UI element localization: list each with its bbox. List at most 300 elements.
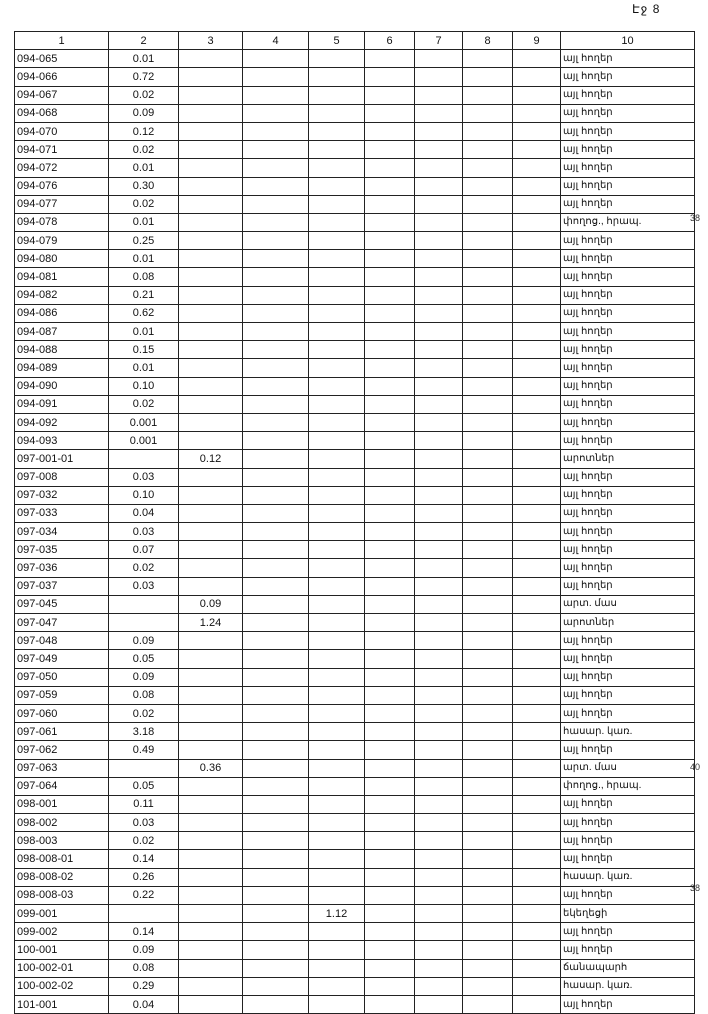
cell-col-9 <box>513 450 561 468</box>
cell-col-7 <box>415 650 463 668</box>
cell-col-9 <box>513 577 561 595</box>
cell-col-8 <box>463 413 513 431</box>
cell-col-9 <box>513 395 561 413</box>
cell-col-2: 0.01 <box>109 159 179 177</box>
cell-col-5 <box>309 595 365 613</box>
cell-col-1: 097-047 <box>15 614 109 632</box>
cell-col-3 <box>179 268 243 286</box>
cell-col-8 <box>463 977 513 995</box>
cell-col-6 <box>365 377 415 395</box>
cell-col-7 <box>415 286 463 304</box>
cell-col-2: 0.30 <box>109 177 179 195</box>
cell-col-4 <box>243 377 309 395</box>
cell-col-8 <box>463 614 513 632</box>
cell-col-6 <box>365 923 415 941</box>
cell-col-8 <box>463 668 513 686</box>
table-row <box>15 159 695 177</box>
cell-col-1: 094-088 <box>15 341 109 359</box>
cell-col-9 <box>513 468 561 486</box>
cell-col-3: 0.36 <box>179 759 243 777</box>
cell-col-5 <box>309 795 365 813</box>
table-row <box>15 704 695 722</box>
cell-col-2: 0.09 <box>109 668 179 686</box>
table-row <box>15 413 695 431</box>
cell-col-8 <box>463 686 513 704</box>
table-row <box>15 122 695 140</box>
cell-col-8 <box>463 359 513 377</box>
cell-col-1: 097-037 <box>15 577 109 595</box>
cell-col-7 <box>415 850 463 868</box>
cell-col-4 <box>243 304 309 322</box>
cell-col-2: 0.21 <box>109 286 179 304</box>
cell-col-6 <box>365 523 415 541</box>
cell-col-2: 0.12 <box>109 122 179 140</box>
cell-col-5 <box>309 359 365 377</box>
cell-col-10: այլ հողեր <box>561 232 695 250</box>
cell-col-5 <box>309 941 365 959</box>
cell-col-7 <box>415 341 463 359</box>
cell-col-7 <box>415 177 463 195</box>
cell-col-9 <box>513 141 561 159</box>
cell-col-2: 0.15 <box>109 341 179 359</box>
cell-col-2: 0.22 <box>109 886 179 904</box>
cell-col-5 <box>309 141 365 159</box>
cell-col-10: արոտներ <box>561 450 695 468</box>
cell-col-4 <box>243 177 309 195</box>
cell-col-2: 0.10 <box>109 486 179 504</box>
cell-col-1: 097-001-01 <box>15 450 109 468</box>
cell-col-4 <box>243 704 309 722</box>
cell-col-8 <box>463 504 513 522</box>
cell-col-4 <box>243 941 309 959</box>
cell-col-4 <box>243 395 309 413</box>
cell-col-8 <box>463 232 513 250</box>
cell-col-6 <box>365 959 415 977</box>
cell-col-5 <box>309 413 365 431</box>
cell-col-4 <box>243 468 309 486</box>
cell-col-5 <box>309 377 365 395</box>
cell-col-2: 0.62 <box>109 304 179 322</box>
table-row <box>15 905 695 923</box>
cell-col-9 <box>513 704 561 722</box>
cell-col-6 <box>365 723 415 741</box>
table-row <box>15 104 695 122</box>
cell-col-1: 094-065 <box>15 50 109 68</box>
cell-col-9 <box>513 232 561 250</box>
cell-col-8 <box>463 159 513 177</box>
cell-col-4 <box>243 232 309 250</box>
cell-col-9 <box>513 614 561 632</box>
table-row <box>15 232 695 250</box>
cell-col-3 <box>179 741 243 759</box>
cell-col-10: այլ հողեր <box>561 559 695 577</box>
cell-col-3 <box>179 959 243 977</box>
cell-col-5 <box>309 122 365 140</box>
cell-col-4 <box>243 195 309 213</box>
cell-col-9 <box>513 777 561 795</box>
table-row <box>15 195 695 213</box>
cell-col-2: 0.01 <box>109 50 179 68</box>
cell-col-10: փողոց., հրապ. <box>561 777 695 795</box>
cell-col-6 <box>365 395 415 413</box>
cell-col-8 <box>463 886 513 904</box>
cell-col-5 <box>309 759 365 777</box>
cell-col-3 <box>179 777 243 795</box>
cell-col-6 <box>365 341 415 359</box>
cell-col-8 <box>463 777 513 795</box>
cell-col-3 <box>179 577 243 595</box>
column-header-6: 6 <box>365 32 415 50</box>
cell-col-1: 094-076 <box>15 177 109 195</box>
cell-col-6 <box>365 941 415 959</box>
cell-col-9 <box>513 668 561 686</box>
cell-col-2: 0.09 <box>109 941 179 959</box>
table-row <box>15 595 695 613</box>
margin-mark: 38 <box>690 213 701 223</box>
table-row <box>15 268 695 286</box>
cell-col-10: այլ հողեր <box>561 795 695 813</box>
cell-col-7 <box>415 977 463 995</box>
cell-col-7 <box>415 159 463 177</box>
cell-col-2: 0.05 <box>109 777 179 795</box>
cell-col-5 <box>309 650 365 668</box>
cell-col-3 <box>179 323 243 341</box>
cell-col-4 <box>243 650 309 668</box>
cell-col-2 <box>109 614 179 632</box>
cell-col-1: 094-092 <box>15 413 109 431</box>
cell-col-7 <box>415 704 463 722</box>
cell-col-6 <box>365 759 415 777</box>
cell-col-6 <box>365 850 415 868</box>
cell-col-4 <box>243 723 309 741</box>
cell-col-6 <box>365 614 415 632</box>
cell-col-9 <box>513 195 561 213</box>
cell-col-2: 0.08 <box>109 959 179 977</box>
cell-col-1: 094-070 <box>15 122 109 140</box>
cell-col-4 <box>243 850 309 868</box>
cell-col-7 <box>415 395 463 413</box>
cell-col-8 <box>463 323 513 341</box>
cell-col-1: 098-001 <box>15 795 109 813</box>
cell-col-3 <box>179 86 243 104</box>
cell-col-9 <box>513 432 561 450</box>
cell-col-9 <box>513 905 561 923</box>
cell-col-8 <box>463 814 513 832</box>
cell-col-6 <box>365 213 415 231</box>
cell-col-6 <box>365 741 415 759</box>
cell-col-4 <box>243 577 309 595</box>
cell-col-2: 0.25 <box>109 232 179 250</box>
cell-col-1: 100-002-02 <box>15 977 109 995</box>
cell-col-9 <box>513 377 561 395</box>
cell-col-7 <box>415 814 463 832</box>
cell-col-4 <box>243 905 309 923</box>
cell-col-5 <box>309 523 365 541</box>
cell-col-7 <box>415 104 463 122</box>
cell-col-6 <box>365 686 415 704</box>
cell-col-10: այլ հողեր <box>561 741 695 759</box>
cell-col-2: 0.02 <box>109 832 179 850</box>
cell-col-1: 094-081 <box>15 268 109 286</box>
cell-col-9 <box>513 104 561 122</box>
cell-col-6 <box>365 650 415 668</box>
cell-col-3 <box>179 559 243 577</box>
cell-col-1: 097-061 <box>15 723 109 741</box>
cell-col-2 <box>109 595 179 613</box>
table-row <box>15 959 695 977</box>
cell-col-6 <box>365 250 415 268</box>
cell-col-1: 094-086 <box>15 304 109 322</box>
cell-col-8 <box>463 395 513 413</box>
cell-col-1: 094-066 <box>15 68 109 86</box>
cell-col-2: 0.08 <box>109 268 179 286</box>
cell-col-3 <box>179 304 243 322</box>
cell-col-9 <box>513 850 561 868</box>
cell-col-8 <box>463 941 513 959</box>
cell-col-8 <box>463 959 513 977</box>
cell-col-1: 097-048 <box>15 632 109 650</box>
cell-col-6 <box>365 232 415 250</box>
cell-col-9 <box>513 868 561 886</box>
cell-col-6 <box>365 323 415 341</box>
cell-col-6 <box>365 595 415 613</box>
cell-col-5 <box>309 323 365 341</box>
margin-mark: 40 <box>690 762 701 772</box>
cell-col-6 <box>365 286 415 304</box>
cell-col-10: արտ. մաս <box>561 759 695 777</box>
table-row <box>15 395 695 413</box>
cell-col-7 <box>415 504 463 522</box>
cell-col-5 <box>309 395 365 413</box>
table-row <box>15 541 695 559</box>
cell-col-7 <box>415 413 463 431</box>
cell-col-8 <box>463 195 513 213</box>
cell-col-10: այլ հողեր <box>561 323 695 341</box>
header-row <box>15 32 695 50</box>
cell-col-9 <box>513 323 561 341</box>
cell-col-6 <box>365 868 415 886</box>
cell-col-8 <box>463 122 513 140</box>
cell-col-5 <box>309 868 365 886</box>
cell-col-4 <box>243 286 309 304</box>
cell-col-9 <box>513 923 561 941</box>
table-row <box>15 777 695 795</box>
cell-col-2: 0.01 <box>109 323 179 341</box>
cell-col-10: այլ հողեր <box>561 814 695 832</box>
cell-col-1: 094-071 <box>15 141 109 159</box>
cell-col-1: 094-082 <box>15 286 109 304</box>
cell-col-10: այլ հողեր <box>561 941 695 959</box>
table-row <box>15 723 695 741</box>
cell-col-10: այլ հողեր <box>561 86 695 104</box>
cell-col-5 <box>309 741 365 759</box>
cell-col-3 <box>179 650 243 668</box>
cell-col-8 <box>463 468 513 486</box>
cell-col-5 <box>309 977 365 995</box>
cell-col-4 <box>243 486 309 504</box>
cell-col-1: 094-077 <box>15 195 109 213</box>
cell-col-10: այլ հողեր <box>561 504 695 522</box>
table-row <box>15 432 695 450</box>
cell-col-10: ճանապարհ <box>561 959 695 977</box>
cell-col-1: 101-001 <box>15 995 109 1013</box>
table-row <box>15 486 695 504</box>
cell-col-6 <box>365 577 415 595</box>
cell-col-7 <box>415 614 463 632</box>
column-header-7: 7 <box>415 32 463 50</box>
cell-col-7 <box>415 523 463 541</box>
cell-col-7 <box>415 832 463 850</box>
cell-col-6 <box>365 68 415 86</box>
cell-col-5 <box>309 777 365 795</box>
table-row <box>15 286 695 304</box>
cell-col-2: 0.04 <box>109 504 179 522</box>
cell-col-7 <box>415 577 463 595</box>
cell-col-10: այլ հողեր <box>561 850 695 868</box>
table-row <box>15 359 695 377</box>
cell-col-4 <box>243 795 309 813</box>
cell-col-4 <box>243 686 309 704</box>
cell-col-4 <box>243 50 309 68</box>
table-row <box>15 50 695 68</box>
cell-col-3 <box>179 523 243 541</box>
cell-col-3 <box>179 941 243 959</box>
cell-col-1: 097-059 <box>15 686 109 704</box>
cell-col-8 <box>463 741 513 759</box>
column-header-8: 8 <box>463 32 513 50</box>
cell-col-5 <box>309 432 365 450</box>
cell-col-4 <box>243 668 309 686</box>
cell-col-6 <box>365 559 415 577</box>
cell-col-5 <box>309 504 365 522</box>
cell-col-9 <box>513 504 561 522</box>
cell-col-4 <box>243 632 309 650</box>
cell-col-5 <box>309 104 365 122</box>
cell-col-1: 099-002 <box>15 923 109 941</box>
cell-col-2: 0.02 <box>109 704 179 722</box>
cell-col-4 <box>243 923 309 941</box>
cell-col-10: փողոց., հրապ. <box>561 213 695 231</box>
table-row <box>15 468 695 486</box>
cell-col-7 <box>415 541 463 559</box>
cell-col-8 <box>463 905 513 923</box>
table-row <box>15 323 695 341</box>
table-row <box>15 650 695 668</box>
cell-col-3 <box>179 213 243 231</box>
cell-col-3 <box>179 195 243 213</box>
cell-col-5 <box>309 577 365 595</box>
table-row <box>15 341 695 359</box>
table-row <box>15 632 695 650</box>
margin-mark: 38 <box>690 883 701 893</box>
cell-col-5 <box>309 86 365 104</box>
cell-col-10: այլ հողեր <box>561 395 695 413</box>
cell-col-1: 094-067 <box>15 86 109 104</box>
cell-col-1: 097-062 <box>15 741 109 759</box>
cell-col-6 <box>365 504 415 522</box>
cell-col-3 <box>179 413 243 431</box>
cell-col-3 <box>179 141 243 159</box>
cell-col-1: 094-091 <box>15 395 109 413</box>
cell-col-3 <box>179 68 243 86</box>
cell-col-7 <box>415 777 463 795</box>
cell-col-1: 098-008-03 <box>15 886 109 904</box>
cell-col-3 <box>179 432 243 450</box>
cell-col-3 <box>179 541 243 559</box>
cell-col-2 <box>109 759 179 777</box>
cell-col-1: 097-064 <box>15 777 109 795</box>
cell-col-5 <box>309 832 365 850</box>
cell-col-2: 0.07 <box>109 541 179 559</box>
table-row <box>15 450 695 468</box>
cell-col-8 <box>463 595 513 613</box>
cell-col-1: 100-002-01 <box>15 959 109 977</box>
cell-col-7 <box>415 595 463 613</box>
cell-col-5 <box>309 541 365 559</box>
cell-col-1: 097-035 <box>15 541 109 559</box>
cell-col-7 <box>415 195 463 213</box>
cell-col-2: 0.09 <box>109 632 179 650</box>
cell-col-3 <box>179 486 243 504</box>
cell-col-8 <box>463 850 513 868</box>
cell-col-2: 0.14 <box>109 923 179 941</box>
column-header-3: 3 <box>179 32 243 50</box>
cell-col-5 <box>309 959 365 977</box>
cell-col-1: 100-001 <box>15 941 109 959</box>
cell-col-10: արտ. մաս <box>561 595 695 613</box>
column-header-1: 1 <box>15 32 109 50</box>
table-row <box>15 795 695 813</box>
cell-col-4 <box>243 595 309 613</box>
cell-col-10: այլ հողեր <box>561 832 695 850</box>
cell-col-8 <box>463 832 513 850</box>
cell-col-3 <box>179 886 243 904</box>
cell-col-4 <box>243 832 309 850</box>
cell-col-2: 0.02 <box>109 86 179 104</box>
cell-col-1: 098-002 <box>15 814 109 832</box>
cell-col-9 <box>513 122 561 140</box>
cell-col-6 <box>365 814 415 832</box>
cell-col-3 <box>179 832 243 850</box>
cell-col-9 <box>513 650 561 668</box>
cell-col-8 <box>463 486 513 504</box>
cell-col-9 <box>513 268 561 286</box>
column-header-2: 2 <box>109 32 179 50</box>
cell-col-3 <box>179 341 243 359</box>
cell-col-10: այլ հողեր <box>561 341 695 359</box>
cell-col-1: 094-072 <box>15 159 109 177</box>
cell-col-3 <box>179 232 243 250</box>
cell-col-6 <box>365 468 415 486</box>
cell-col-8 <box>463 286 513 304</box>
cell-col-5 <box>309 232 365 250</box>
table-row <box>15 577 695 595</box>
cell-col-8 <box>463 104 513 122</box>
cell-col-1: 098-008-01 <box>15 850 109 868</box>
cell-col-9 <box>513 523 561 541</box>
cell-col-5 <box>309 468 365 486</box>
cell-col-4 <box>243 341 309 359</box>
cell-col-9 <box>513 995 561 1013</box>
cell-col-6 <box>365 486 415 504</box>
cell-col-1: 097-063 <box>15 759 109 777</box>
page-number: Էջ 8 <box>632 2 661 16</box>
cell-col-9 <box>513 50 561 68</box>
cell-col-10: այլ հողեր <box>561 159 695 177</box>
cell-col-7 <box>415 141 463 159</box>
cell-col-9 <box>513 723 561 741</box>
cell-col-2: 0.03 <box>109 523 179 541</box>
